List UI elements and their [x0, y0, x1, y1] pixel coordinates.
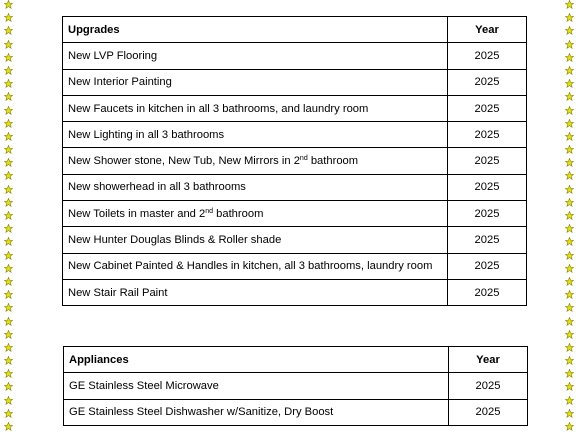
- item-cell: New Shower stone, New Tub, New Mirrors in 2nd bathroom: [63, 148, 448, 174]
- year-cell: 2025: [448, 148, 527, 174]
- star-icon: [4, 356, 13, 365]
- year-cell: 2025: [448, 69, 527, 95]
- star-icon: [565, 171, 574, 180]
- table-row: [63, 95, 527, 121]
- table-row: [63, 69, 527, 95]
- star-icon: [565, 185, 574, 194]
- star-icon: [4, 40, 13, 49]
- star-icon: [565, 119, 574, 128]
- item-cell: New Toilets in master and 2nd bathroom: [63, 201, 448, 227]
- star-icon: [4, 317, 13, 326]
- star-icon: [565, 158, 574, 167]
- star-icon: [4, 251, 13, 260]
- star-icon: [4, 0, 13, 9]
- table-row: [63, 227, 527, 253]
- star-icon: [4, 79, 13, 88]
- star-icon: [565, 317, 574, 326]
- star-icon: [4, 330, 13, 339]
- item-cell: New showerhead in all 3 bathrooms: [63, 174, 448, 200]
- year-cell: 2025: [448, 227, 527, 253]
- star-icon: [565, 198, 574, 207]
- table-row: [63, 253, 527, 279]
- star-icon: [565, 330, 574, 339]
- star-icon: [565, 145, 574, 154]
- star-icon: [565, 409, 574, 418]
- year-cell: 2025: [448, 253, 527, 279]
- year-cell: 2025: [448, 43, 527, 69]
- star-icon: [565, 40, 574, 49]
- star-icon: [4, 53, 13, 62]
- star-icon: [565, 303, 574, 312]
- star-icon: [4, 185, 13, 194]
- item-cell: GE Stainless Steel Dishwasher w/Sanitize, Dry Boost: [64, 399, 449, 425]
- star-icon: [4, 92, 13, 101]
- star-icon: [4, 211, 13, 220]
- star-icon: [565, 343, 574, 352]
- star-icon: [4, 264, 13, 273]
- star-icon: [565, 382, 574, 391]
- right-star-border: [562, 0, 576, 432]
- year-cell: 2025: [449, 373, 528, 399]
- year-cell: 2025: [448, 95, 527, 121]
- star-icon: [4, 422, 13, 431]
- star-icon: [4, 26, 13, 35]
- item-cell: New Hunter Douglas Blinds & Roller shade: [63, 227, 448, 253]
- table-row: [63, 43, 527, 69]
- star-icon: [565, 0, 574, 9]
- item-cell: GE Stainless Steel Microwave: [64, 373, 449, 399]
- star-icon: [4, 303, 13, 312]
- table-row: [63, 201, 527, 227]
- appliances-header: Appliances: [64, 347, 449, 373]
- star-icon: [4, 66, 13, 75]
- table-row: [63, 148, 527, 174]
- left-star-border: [1, 0, 15, 432]
- upgrades-header: Upgrades: [63, 17, 448, 43]
- star-icon: [565, 264, 574, 273]
- star-icon: [565, 224, 574, 233]
- star-icon: [565, 13, 574, 22]
- table-row: [63, 279, 527, 305]
- star-icon: [565, 277, 574, 286]
- table-row: [63, 122, 527, 148]
- star-icon: [4, 396, 13, 405]
- star-icon: [565, 396, 574, 405]
- star-icon: [4, 277, 13, 286]
- star-icon: [565, 211, 574, 220]
- table-row: [63, 174, 527, 200]
- star-icon: [4, 145, 13, 154]
- item-cell: New Lighting in all 3 bathrooms: [63, 122, 448, 148]
- star-icon: [4, 171, 13, 180]
- star-icon: [565, 92, 574, 101]
- star-icon: [565, 106, 574, 115]
- star-icon: [565, 237, 574, 246]
- star-icon: [4, 106, 13, 115]
- year-cell: 2025: [448, 122, 527, 148]
- year-cell: 2025: [448, 279, 527, 305]
- star-icon: [4, 132, 13, 141]
- star-icon: [565, 369, 574, 378]
- star-icon: [4, 290, 13, 299]
- item-cell: New Faucets in kitchen in all 3 bathrooms, and laundry room: [63, 95, 448, 121]
- year-cell: 2025: [448, 174, 527, 200]
- star-icon: [4, 409, 13, 418]
- star-icon: [4, 158, 13, 167]
- star-icon: [565, 26, 574, 35]
- star-icon: [4, 198, 13, 207]
- table-row: [64, 373, 528, 399]
- star-icon: [565, 290, 574, 299]
- star-icon: [4, 382, 13, 391]
- year-cell: 2025: [449, 399, 528, 425]
- item-cell: New Interior Painting: [63, 69, 448, 95]
- table-row: [64, 399, 528, 425]
- star-icon: [565, 79, 574, 88]
- year-cell: 2025: [448, 201, 527, 227]
- star-icon: [4, 343, 13, 352]
- appliances-table: [63, 346, 528, 426]
- item-cell: New Stair Rail Paint: [63, 279, 448, 305]
- star-icon: [4, 237, 13, 246]
- upgrades-table: [62, 16, 527, 306]
- star-icon: [565, 251, 574, 260]
- appliances-header-row: [64, 347, 528, 373]
- star-icon: [4, 224, 13, 233]
- item-cell: New LVP Flooring: [63, 43, 448, 69]
- star-icon: [565, 66, 574, 75]
- star-icon: [4, 13, 13, 22]
- upgrades-year-header: Year: [448, 17, 527, 43]
- upgrades-header-row: [63, 17, 527, 43]
- star-icon: [4, 119, 13, 128]
- item-cell: New Cabinet Painted & Handles in kitchen, all 3 bathrooms, laundry room: [63, 253, 448, 279]
- star-icon: [565, 356, 574, 365]
- appliances-year-header: Year: [449, 347, 528, 373]
- star-icon: [565, 422, 574, 431]
- star-icon: [4, 369, 13, 378]
- star-icon: [565, 53, 574, 62]
- star-icon: [565, 132, 574, 141]
